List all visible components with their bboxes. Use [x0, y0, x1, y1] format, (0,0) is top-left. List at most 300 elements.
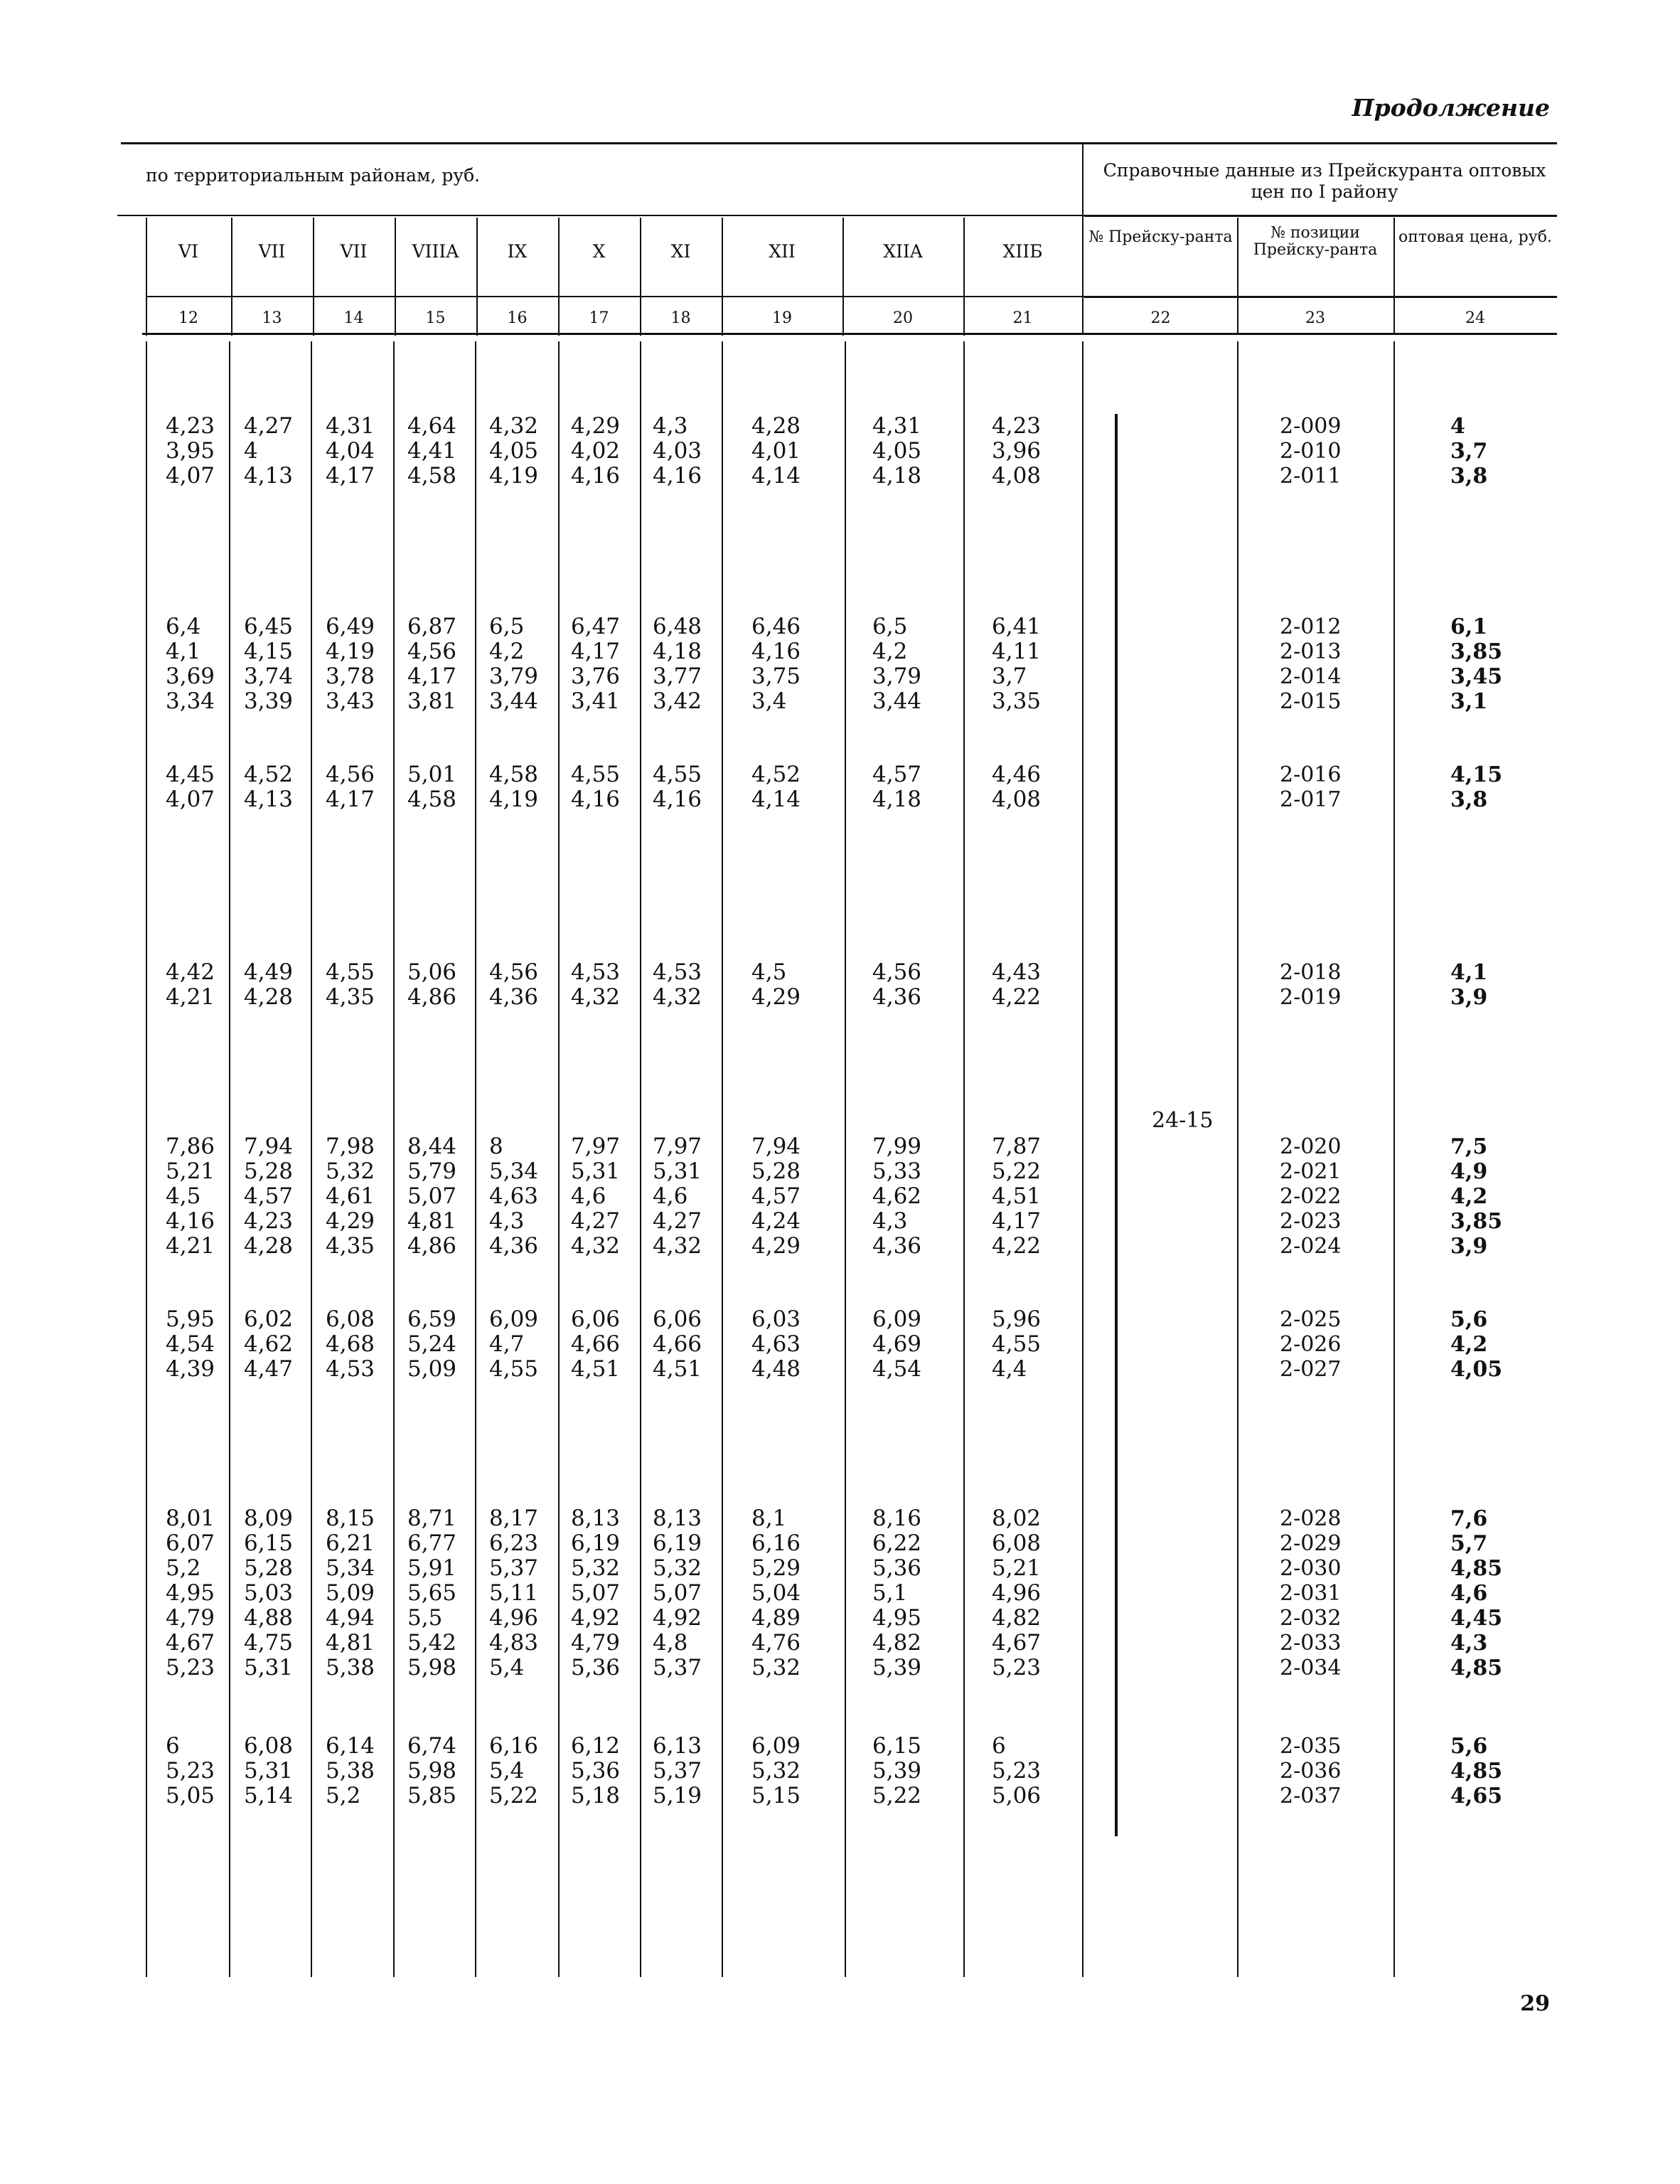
table-cell: 5,37 [489, 1555, 539, 1581]
price-cell: 4,85 [1450, 1656, 1503, 1680]
position-cell: 2-015 [1280, 689, 1342, 714]
table-cell: 4,51 [992, 1183, 1042, 1209]
table-cell: 6,22 [872, 1530, 922, 1556]
table-cell: 3,35 [992, 688, 1042, 714]
table-cell: 4,92 [653, 1605, 702, 1631]
table-cell: 4,14 [751, 463, 801, 489]
table-cell: 4,54 [166, 1331, 215, 1357]
position-cell: 2-022 [1280, 1184, 1342, 1209]
table-cell: 4,86 [407, 1233, 457, 1259]
table-cell: 4,5 [751, 959, 787, 985]
table-cell: 5,22 [992, 1158, 1042, 1184]
table-cell: 5,23 [166, 1655, 215, 1680]
table-cell: 6,4 [166, 614, 201, 639]
table-cell: 4,18 [872, 463, 922, 489]
price-cell: 4,1 [1450, 960, 1488, 985]
table-cell: 8,02 [992, 1506, 1042, 1531]
table-cell: 4,57 [872, 762, 922, 787]
position-cell: 2-027 [1280, 1357, 1342, 1382]
price-cell: 4,2 [1450, 1184, 1488, 1209]
table-cell: 4,51 [571, 1356, 621, 1382]
column-number: 19 [772, 309, 792, 327]
table-cell: 4,17 [407, 664, 457, 689]
table-cell: 3,4 [751, 688, 787, 714]
table-cell: 4,32 [653, 984, 702, 1010]
table-cell: 4,3 [872, 1208, 908, 1234]
table-cell: 5,15 [751, 1783, 801, 1809]
column-number: 15 [425, 309, 446, 327]
table-cell: 5,2 [166, 1555, 201, 1581]
table-cell: 3,77 [653, 664, 702, 689]
table-cell: 5,14 [244, 1783, 294, 1809]
table-cell: 4,66 [571, 1331, 621, 1357]
table-cell: 4,17 [326, 463, 375, 489]
table-cell: 5,4 [489, 1758, 525, 1784]
table-cell: 3,42 [653, 688, 702, 714]
position-cell: 2-033 [1280, 1631, 1342, 1656]
table-cell: 6,14 [326, 1733, 375, 1759]
column-rule [229, 341, 230, 1977]
table-cell: 4,42 [166, 959, 215, 985]
column-header-12: VI [178, 241, 198, 262]
table-cell: 4,46 [992, 762, 1042, 787]
position-cell: 2-026 [1280, 1332, 1342, 1357]
column-number: 12 [178, 309, 198, 327]
table-cell: 4,56 [326, 762, 375, 787]
table-cell: 4,54 [872, 1356, 922, 1382]
table-cell: 6,87 [407, 614, 457, 639]
position-cell: 2-013 [1280, 639, 1342, 664]
table-cell: 4,82 [992, 1605, 1042, 1631]
column-rule [845, 341, 846, 1977]
table-cell: 4,23 [244, 1208, 294, 1234]
column-header-24: оптовая цена, руб. [1398, 228, 1552, 246]
table-cell: 4,27 [571, 1208, 621, 1234]
table-cell: 7,97 [653, 1134, 702, 1159]
table-cell: 6,06 [653, 1306, 702, 1332]
table-cell: 5,79 [407, 1158, 457, 1184]
table-cell: 7,97 [571, 1134, 621, 1159]
column-rule [1082, 218, 1084, 334]
colnum-rule [142, 333, 1557, 335]
table-cell: 5,36 [872, 1555, 922, 1581]
column-rule [393, 341, 395, 1977]
table-cell: 4,19 [489, 787, 539, 812]
table-cell: 6,08 [326, 1306, 375, 1332]
table-cell: 5,32 [653, 1555, 702, 1581]
table-cell: 4,07 [166, 463, 215, 489]
table-cell: 6,03 [751, 1306, 801, 1332]
table-cell: 4,95 [872, 1605, 922, 1631]
column-header-16: IX [507, 241, 528, 262]
table-cell: 3,44 [489, 688, 539, 714]
table-cell: 4,03 [653, 438, 702, 464]
table-cell: 4,36 [489, 984, 539, 1010]
column-rule [963, 218, 965, 336]
column-number: 16 [507, 309, 528, 327]
table-cell: 5,22 [489, 1783, 539, 1809]
price-cell: 3,8 [1450, 787, 1488, 812]
table-cell: 4,6 [571, 1183, 606, 1209]
table-cell: 5,24 [407, 1331, 457, 1357]
price-cell: 4,65 [1450, 1784, 1503, 1809]
table-cell: 4,67 [992, 1630, 1042, 1656]
table-cell: 6,45 [244, 614, 294, 639]
position-cell: 2-019 [1280, 985, 1342, 1010]
table-cell: 4,13 [244, 787, 294, 812]
table-cell: 4,6 [653, 1183, 688, 1209]
table-cell: 3,96 [992, 438, 1042, 464]
table-cell: 4,95 [166, 1580, 215, 1606]
table-cell: 4,49 [244, 959, 294, 985]
column-rule [313, 218, 314, 336]
table-cell: 4,22 [992, 984, 1042, 1010]
table-cell: 6,41 [992, 614, 1042, 639]
position-cell: 2-035 [1280, 1734, 1342, 1759]
price-cell: 6,1 [1450, 614, 1488, 639]
position-cell: 2-010 [1280, 439, 1342, 464]
position-cell: 2-024 [1280, 1234, 1342, 1259]
table-cell: 3,79 [489, 664, 539, 689]
position-cell: 2-012 [1280, 614, 1342, 639]
table-cell: 4,14 [751, 787, 801, 812]
table-cell: 6,49 [326, 614, 375, 639]
table-cell: 8,13 [571, 1506, 621, 1531]
table-cell: 4,17 [326, 787, 375, 812]
table-cell: 5,1 [872, 1580, 908, 1606]
price-cell: 3,45 [1450, 664, 1503, 689]
table-cell: 4,63 [751, 1331, 801, 1357]
table-cell: 4,68 [326, 1331, 375, 1357]
price-cell: 4,45 [1450, 1606, 1503, 1631]
column-header-13: VII [258, 241, 286, 262]
table-cell: 5,33 [872, 1158, 922, 1184]
price-cell: 7,5 [1450, 1134, 1488, 1159]
column-rule [395, 218, 396, 336]
table-cell: 4,58 [407, 463, 457, 489]
table-cell: 4,45 [166, 762, 215, 787]
table-cell: 4,32 [571, 1233, 621, 1259]
table-cell: 6,07 [166, 1530, 215, 1556]
table-cell: 4,29 [571, 413, 621, 439]
table-cell: 4,81 [326, 1630, 375, 1656]
table-cell: 5,42 [407, 1630, 457, 1656]
table-cell: 4,15 [244, 639, 294, 664]
table-cell: 5,32 [326, 1158, 375, 1184]
table-cell: 5,31 [244, 1655, 294, 1680]
column-header-18: XI [670, 241, 691, 262]
column-number: 18 [670, 309, 691, 327]
column-header-20: XIIA [883, 241, 923, 262]
column-rule [146, 341, 147, 1977]
table-cell: 4,88 [244, 1605, 294, 1631]
table-cell: 4,3 [489, 1208, 525, 1234]
price-cell: 3,1 [1450, 689, 1488, 714]
price-cell: 4,2 [1450, 1332, 1488, 1357]
price-cell: 4,05 [1450, 1357, 1503, 1382]
table-cell: 5,01 [407, 762, 457, 787]
table-cell: 4,94 [326, 1605, 375, 1631]
table-cell: 6,08 [992, 1530, 1042, 1556]
table-cell: 5,18 [571, 1783, 621, 1809]
column-rule [722, 341, 723, 1977]
table-cell: 4,61 [326, 1183, 375, 1209]
table-cell: 7,86 [166, 1134, 215, 1159]
table-cell: 6,46 [751, 614, 801, 639]
table-cell: 4,2 [872, 639, 908, 664]
table-cell: 5,06 [992, 1783, 1042, 1809]
table-cell: 5,98 [407, 1758, 457, 1784]
table-cell: 4,18 [872, 787, 922, 812]
table-cell: 4,31 [872, 413, 922, 439]
table-cell: 4,57 [244, 1183, 294, 1209]
price-cell: 4,9 [1450, 1159, 1488, 1184]
table-cell: 3,81 [407, 688, 457, 714]
table-cell: 4,35 [326, 984, 375, 1010]
table-cell: 4,55 [992, 1331, 1042, 1357]
table-cell: 4,7 [489, 1331, 525, 1357]
table-cell: 3,7 [992, 664, 1027, 689]
price-cell: 3,7 [1450, 439, 1488, 464]
table-cell: 3,69 [166, 664, 215, 689]
column-rule [475, 341, 476, 1977]
table-cell: 8,13 [653, 1506, 702, 1531]
table-cell: 6,16 [489, 1733, 539, 1759]
price-cell: 7,6 [1450, 1506, 1488, 1531]
table-cell: 6,21 [326, 1530, 375, 1556]
price-cell: 3,85 [1450, 639, 1503, 664]
colhdr-rule-right [1084, 296, 1557, 298]
table-cell: 4,05 [872, 438, 922, 464]
price-cell: 4,85 [1450, 1556, 1503, 1581]
table-cell: 6,48 [653, 614, 702, 639]
table-cell: 4,57 [751, 1183, 801, 1209]
table-cell: 4,53 [571, 959, 621, 985]
table-cell: 4,19 [326, 639, 375, 664]
table-cell: 4,55 [571, 762, 621, 787]
table-cell: 5,5 [407, 1605, 443, 1631]
table-cell: 4,81 [407, 1208, 457, 1234]
position-cell: 2-023 [1280, 1209, 1342, 1234]
table-cell: 5,39 [872, 1758, 922, 1784]
table-cell: 4,51 [653, 1356, 702, 1382]
table-cell: 4,23 [166, 413, 215, 439]
table-cell: 4,79 [571, 1630, 621, 1656]
table-cell: 4,36 [489, 1233, 539, 1259]
table-cell: 4,16 [751, 639, 801, 664]
table-cell: 4,86 [407, 984, 457, 1010]
column-rule [231, 218, 232, 336]
continuation-label: Продолжение [1352, 94, 1550, 122]
table-cell: 6,16 [751, 1530, 801, 1556]
position-cell: 2-029 [1280, 1531, 1342, 1556]
table-cell: 6,09 [872, 1306, 922, 1332]
table-cell: 8,44 [407, 1134, 457, 1159]
table-cell: 4,56 [872, 959, 922, 985]
header-reference: Справочные данные из Прейскуранта оптовых цен по I району [1103, 160, 1546, 202]
table-cell: 4,35 [326, 1233, 375, 1259]
table-cell: 5,31 [653, 1158, 702, 1184]
table-cell: 4,3 [653, 413, 688, 439]
table-cell: 5,32 [751, 1758, 801, 1784]
table-cell: 4,08 [992, 787, 1042, 812]
table-cell: 4,4 [992, 1356, 1027, 1382]
table-cell: 5,03 [244, 1580, 294, 1606]
column-number: 13 [262, 309, 282, 327]
price-cell: 4,15 [1450, 762, 1503, 787]
table-cell: 4,79 [166, 1605, 215, 1631]
price-cell: 4,6 [1450, 1581, 1488, 1606]
column-rule [1393, 341, 1395, 1977]
column-rule [842, 218, 844, 336]
table-cell: 4,66 [653, 1331, 702, 1357]
pricelist-brace [1115, 414, 1118, 1836]
table-cell: 4,43 [992, 959, 1042, 985]
column-number: 24 [1465, 309, 1485, 327]
table-cell: 5,85 [407, 1783, 457, 1809]
table-cell: 3,75 [751, 664, 801, 689]
table-cell: 6 [166, 1733, 180, 1759]
table-cell: 4,07 [166, 787, 215, 812]
position-cell: 2-030 [1280, 1556, 1342, 1581]
table-cell: 4,62 [244, 1331, 294, 1357]
column-number: 21 [1012, 309, 1033, 327]
table-cell: 4,58 [407, 787, 457, 812]
position-cell: 2-028 [1280, 1506, 1342, 1531]
column-number: 14 [343, 309, 364, 327]
table-cell: 6,09 [489, 1306, 539, 1332]
price-cell: 3,85 [1450, 1209, 1503, 1234]
column-rule [558, 341, 560, 1977]
column-rule [1237, 341, 1238, 1977]
table-cell: 4,29 [326, 1208, 375, 1234]
table-cell: 4,17 [992, 1208, 1042, 1234]
table-cell: 3,74 [244, 664, 294, 689]
position-cell: 2-014 [1280, 664, 1342, 689]
table-cell: 4,52 [244, 762, 294, 787]
header-rule [117, 215, 1084, 216]
table-cell: 5,06 [407, 959, 457, 985]
position-cell: 2-011 [1280, 464, 1342, 489]
table-cell: 4,47 [244, 1356, 294, 1382]
table-cell: 5,96 [992, 1306, 1042, 1332]
position-cell: 2-031 [1280, 1581, 1342, 1606]
table-cell: 4,55 [653, 762, 702, 787]
column-header-17: X [592, 241, 606, 262]
table-cell: 4,21 [166, 984, 215, 1010]
table-cell: 5,2 [326, 1783, 361, 1809]
table-cell: 5,28 [244, 1555, 294, 1581]
table-cell: 4,55 [326, 959, 375, 985]
table-cell: 5,98 [407, 1655, 457, 1680]
price-cell: 5,7 [1450, 1531, 1488, 1556]
table-cell: 5,23 [166, 1758, 215, 1784]
table-cell: 7,99 [872, 1134, 922, 1159]
table-cell: 4,76 [751, 1630, 801, 1656]
column-header-23: № позиции Прейску-ранта [1253, 224, 1378, 259]
table-cell: 6,06 [571, 1306, 621, 1332]
column-rule [963, 341, 965, 1977]
table-cell: 4,04 [326, 438, 375, 464]
table-cell: 6,23 [489, 1530, 539, 1556]
table-cell: 4,82 [872, 1630, 922, 1656]
column-number: 23 [1305, 309, 1325, 327]
table-cell: 6,15 [244, 1530, 294, 1556]
table-cell: 4,31 [326, 413, 375, 439]
table-cell: 4,11 [992, 639, 1042, 664]
table-cell: 5,05 [166, 1783, 215, 1809]
table-cell: 4,27 [244, 413, 294, 439]
table-cell: 4,53 [326, 1356, 375, 1382]
table-cell: 6,12 [571, 1733, 621, 1759]
table-cell: 4,5 [166, 1183, 201, 1209]
table-cell: 7,98 [326, 1134, 375, 1159]
table-cell: 6,74 [407, 1733, 457, 1759]
table-cell: 5,65 [407, 1580, 457, 1606]
position-cell: 2-021 [1280, 1159, 1342, 1184]
price-cell: 4,85 [1450, 1759, 1503, 1784]
table-cell: 4,32 [571, 984, 621, 1010]
table-cell: 3,39 [244, 688, 294, 714]
column-header-19: XII [769, 241, 796, 262]
position-cell: 2-036 [1280, 1759, 1342, 1784]
position-cell: 2-037 [1280, 1784, 1342, 1809]
table-cell: 5,29 [751, 1555, 801, 1581]
column-rule [1237, 218, 1238, 334]
table-cell: 5,23 [992, 1758, 1042, 1784]
table-cell: 4,56 [407, 639, 457, 664]
position-cell: 2-016 [1280, 762, 1342, 787]
table-cell: 6,08 [244, 1733, 294, 1759]
table-cell: 4,36 [872, 1233, 922, 1259]
table-cell: 4,75 [244, 1630, 294, 1656]
header-rule-right [1084, 215, 1557, 217]
table-cell: 4,16 [571, 787, 621, 812]
table-cell: 8,71 [407, 1506, 457, 1531]
table-cell: 4,28 [244, 1233, 294, 1259]
table-cell: 7,94 [244, 1134, 294, 1159]
table-cell: 4,36 [872, 984, 922, 1010]
table-cell: 4,1 [166, 639, 201, 664]
price-cell: 3,8 [1450, 464, 1488, 489]
table-cell: 4,89 [751, 1605, 801, 1631]
table-cell: 3,76 [571, 664, 621, 689]
table-cell: 5,19 [653, 1783, 702, 1809]
table-cell: 5,38 [326, 1655, 375, 1680]
table-cell: 4,41 [407, 438, 457, 464]
table-cell: 3,79 [872, 664, 922, 689]
table-cell: 4,32 [489, 413, 539, 439]
table-cell: 5,23 [992, 1655, 1042, 1680]
table-cell: 4,55 [489, 1356, 539, 1382]
price-cell: 3,9 [1450, 1234, 1488, 1259]
column-header-14: VII [340, 241, 368, 262]
table-cell: 5,91 [407, 1555, 457, 1581]
table-cell: 5,39 [872, 1655, 922, 1680]
table-top-rule [121, 142, 1557, 144]
column-rule [1393, 218, 1395, 334]
table-cell: 4,22 [992, 1233, 1042, 1259]
table-cell: 4,13 [244, 463, 294, 489]
table-cell: 6,5 [489, 614, 525, 639]
table-cell: 5,37 [653, 1758, 702, 1784]
table-cell: 6,19 [571, 1530, 621, 1556]
page-number: 29 [1520, 1991, 1550, 2016]
table-cell: 5,21 [992, 1555, 1042, 1581]
table-cell: 5,28 [244, 1158, 294, 1184]
table-cell: 4,39 [166, 1356, 215, 1382]
price-cell: 3,9 [1450, 985, 1488, 1010]
